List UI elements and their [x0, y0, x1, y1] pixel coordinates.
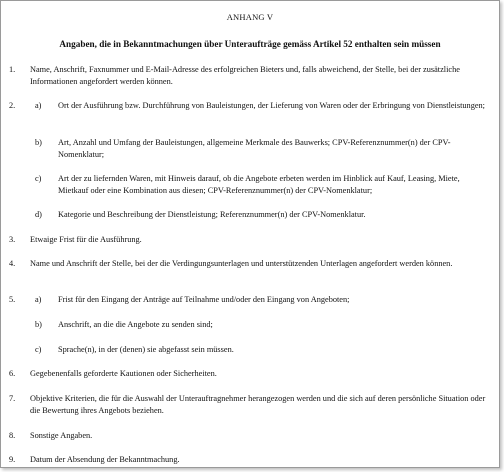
item-2a-text: Ort der Ausführung bzw. Durchführung von Bauleistungen, der Lieferung von Waren oder der Erbringung von Dienstleistungen;	[58, 101, 485, 110]
item-number-2: 2.	[9, 101, 16, 110]
item-number-1: 1.	[9, 65, 16, 74]
item-5-letter-c: c)	[35, 345, 42, 354]
item-number-8: 8.	[9, 431, 16, 440]
annex-title: ANHANG V	[226, 12, 274, 22]
item-5b-text: Anschrift, an die die Angebote zu senden sind;	[58, 320, 213, 329]
item-number-7: 7.	[9, 394, 16, 403]
item-2-letter-b: b)	[35, 138, 42, 147]
item-text-3: Etwaige Frist für die Ausführung.	[30, 235, 142, 244]
item-text-6: Gegebenenfalls geforderte Kautionen oder Sicherheiten.	[30, 369, 217, 378]
item-5c-text: Sprache(n), in der (denen) sie abgefasst sein müssen.	[58, 345, 234, 354]
item-text-1: Name, Anschrift, Faxnummer und E-Mail-Adresse des erfolgreichen Bieters und, falls abweichend, der Stelle, bei der zusätzliche Informationen angefordert werden können.	[30, 65, 460, 87]
item-number-4: 4.	[9, 259, 16, 268]
item-5a-text: Frist für den Eingang der Anträge auf Teilnahme und/oder den Eingang von Angeboten;	[58, 295, 350, 304]
item-2b-text: Art, Anzahl und Umfang der Bauleistungen, allgemeine Merkmale des Bauwerks; CPV-Referenznummer(n) der CPV-Nomenklatur;	[58, 138, 451, 160]
item-number-5: 5.	[9, 295, 16, 304]
item-number-6: 6.	[9, 369, 16, 378]
item-text-7: Objektive Kriterien, die für die Auswahl der Unterauftragnehmer herangezogen werden und die sich auf deren persönliche Situation oder die Bewertung ihres Angebots beziehen.	[30, 394, 486, 416]
item-2-letter-d: d)	[35, 210, 42, 219]
item-text-9: Datum der Absendung der Bekanntmachung.	[30, 455, 180, 464]
item-2d-text: Kategorie und Beschreibung der Dienstleistung; Referenznummer(n) der CPV-Nomenklatur.	[58, 210, 366, 219]
item-5-letter-b: b)	[35, 320, 42, 329]
item-number-3: 3.	[9, 235, 16, 244]
item-2-letter-a: a)	[35, 101, 42, 110]
item-5-letter-a: a)	[35, 295, 42, 304]
item-text-4: Name und Anschrift der Stelle, bei der die Verdingungsunterlagen und unterstützenden Unterlagen angefordert werden können.	[30, 259, 453, 268]
item-text-8: Sonstige Angaben.	[30, 431, 93, 440]
item-2c-text: Art der zu liefernden Waren, mit Hinweis darauf, ob die Angebote erbeten werden im Hinblick auf Kauf, Leasing, Miete, Mietkauf oder eine Kombination aus diesen; CPV-Referenznummer(n) der CPV-Nomenklatur;	[58, 174, 460, 196]
item-2-letter-c: c)	[35, 174, 42, 183]
document-heading: Angaben, die in Bekanntmachungen über Unteraufträge gemäss Artikel 52 enthalten sein müssen	[59, 39, 441, 49]
item-number-9: 9.	[9, 455, 16, 464]
